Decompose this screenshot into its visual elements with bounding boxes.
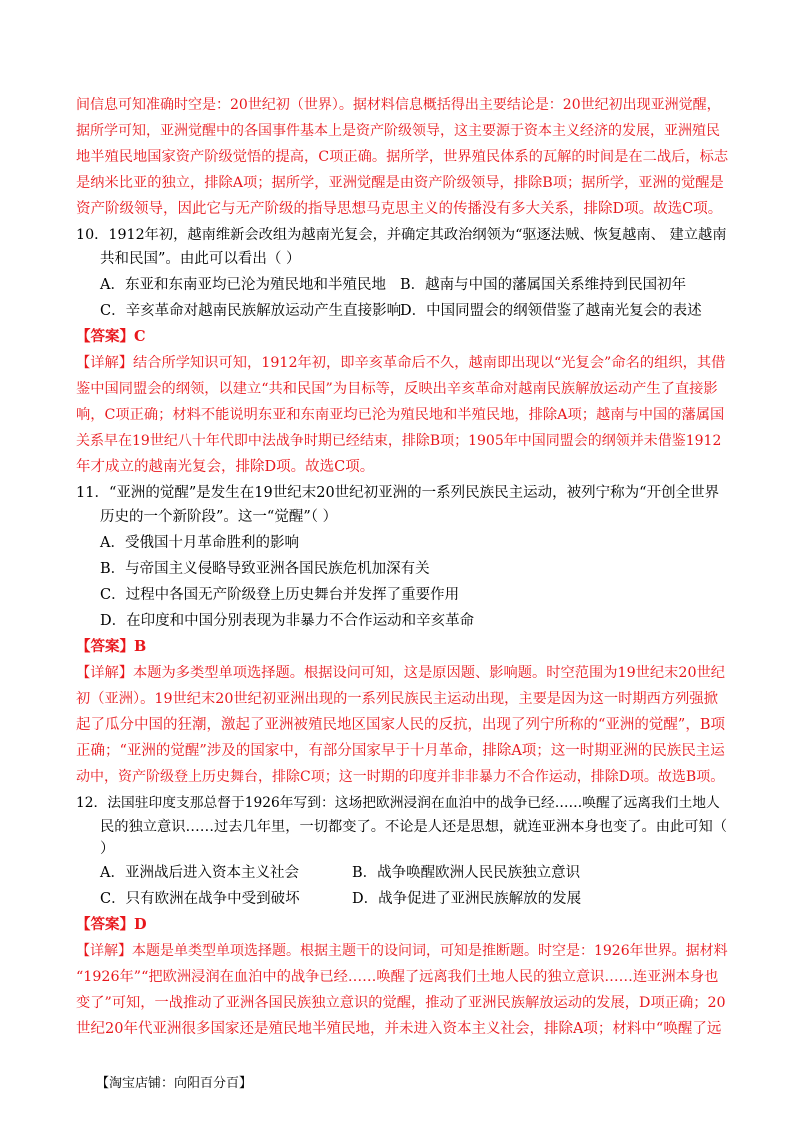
q11-stem-line-1: 11．“亚洲的觉醒”是发生在19世纪末20世纪初亚洲的一系列民族民主运动，被列宁称为“开创全世界 [76, 485, 720, 501]
q11-explanation-line-4: 正确；“亚洲的觉醒”涉及的国家中，有部分国家早于十月革命，排除A项；这一时期亚洲的民族民主运 [76, 743, 725, 759]
prev-explanation-line-4: 是纳米比亚的独立，排除A项；据所学，亚洲觉醒是由资产阶级领导，排除B项；据所学，亚洲的觉醒是 [76, 175, 724, 191]
q11-explanation-line-5: 动中，资产阶级登上历史舞台，排除C项；这一时期的印度并非非暴力不合作运动，排除D项。故选B项。 [76, 769, 725, 785]
q12-stem-line-1: 12．法国驻印度支那总督于1926年写到：这场把欧洲浸润在血泊中的战争已经……唤醒了远离我们土地人 [76, 795, 720, 811]
prev-explanation-line-3: 地半殖民地国家资产阶级觉悟的提高，C项正确。据所学，世界殖民体系的瓦解的时间是在二战后，标志 [76, 149, 729, 165]
q12-option-a: A．亚洲战后进入资本主义社会 [100, 865, 299, 881]
q12-explanation-line-1: 【详解】本题是单类型单项选择题。根据主题干的设问词，可知是推断题。时空是：1926年世界。据材料 [76, 943, 728, 959]
q11-answer: 【答案】B [76, 638, 147, 655]
q10-answer: 【答案】C [76, 328, 146, 345]
q10-stem-line-2: 共和民国”。由此可以看出（ ） [100, 251, 301, 267]
q10-option-a: A．东亚和东南亚均已沦为殖民地和半殖民地 [100, 277, 386, 293]
q12-explanation-line-4: 世纪20年代亚洲很多国家还是殖民地半殖民地，并未进入资本主义社会，排除A项；材料中“唤醒了远 [76, 1021, 722, 1037]
q11-option-b: B．与帝国主义侵略导致亚洲各国民族危机加深有关 [100, 561, 430, 577]
prev-explanation-line-1: 间信息可知准确时空是：20世纪初（世界）。据材料信息概括得出主要结论是：20世纪初出现亚洲觉醒， [76, 97, 721, 113]
q11-option-d: D．在印度和中国分别表现为非暴力不合作运动和辛亥革命 [100, 613, 475, 629]
q12-option-b: B．战争唤醒欧洲人民民族独立意识 [352, 865, 581, 881]
q12-stem-line-3: ） [100, 841, 115, 857]
prev-explanation-line-2: 据所学可知，亚洲觉醒中的各国事件基本上是资产阶级领导，这主要源于资本主义经济的发展，亚洲殖民 [76, 123, 720, 139]
q12-explanation-line-2: “1926年”“把欧洲浸润在血泊中的战争已经……唤醒了远离我们土地人民的独立意识……连亚洲本身也 [76, 969, 719, 985]
q10-stem-line-1: 10．1912年初，越南维新会改组为越南光复会，并确定其政治纲领为“驱逐法贼、恢复越南、 建立越南 [76, 227, 727, 243]
q12-stem-line-2: 民的独立意识……过去几年里，一切都变了。不论是人还是思想，就连亚洲本身也变了。由此可知（ [100, 819, 728, 835]
q12-option-d: D．战争促进了亚洲民族解放的发展 [352, 891, 582, 907]
q12-explanation-line-3: 变了”可知，一战推动了亚洲各国民族独立意识的觉醒，推动了亚洲民族解放运动的发展，D项正确；20 [76, 995, 726, 1011]
q10-option-d: D．中国同盟会的纲领借鉴了越南光复会的表述 [400, 303, 702, 319]
q11-explanation-line-1: 【详解】本题为多类型单项选择题。根据设问可知，这是原因题、影响题。时空范围为19世纪末20世纪 [76, 665, 726, 681]
q10-explanation-line-5: 年才成立的越南光复会，排除D项。故选C项。 [76, 459, 375, 475]
q12-option-c: C．只有欧洲在战争中受到破坏 [100, 891, 300, 907]
q10-explanation-line-4: 关系早在19世纪八十年代即中法战争时期已经结束，排除B项；1905年中国同盟会的纲领并未借鉴1912 [76, 433, 722, 449]
q11-option-c: C．过程中各国无产阶级登上历史舞台并发挥了重要作用 [100, 587, 460, 603]
q11-explanation-line-3: 起了瓜分中国的狂潮，激起了亚洲被殖民地区国家人民的反抗，出现了列宁所称的“亚洲的觉醒”，B项 [76, 717, 725, 733]
q12-answer: 【答案】D [76, 916, 147, 933]
q11-stem-line-2: 历史的一个新阶段”。这一“觉醒”（ ） [100, 509, 338, 525]
footer-shop-label: 【淘宝店铺：向阳百分百】 [96, 1076, 253, 1091]
q10-explanation-line-2: 鉴中国同盟会的纲领，以建立“共和民国”为目标等，反映出辛亥革命对越南民族解放运动产生了直接影 [76, 381, 718, 397]
prev-explanation-line-5: 资产阶级领导，因此它与无产阶级的指导思想马克思主义的传播没有多大关系，排除D项。故选C项。 [76, 201, 723, 217]
q11-explanation-line-2: 初（亚洲）。19世纪末20世纪初亚洲出现的一系列民族民主运动出现，主要是因为这一时期西方列强掀 [76, 691, 718, 707]
q10-explanation-line-3: 响，C项正确；材料不能说明东亚和东南亚均已沦为殖民地和半殖民地，排除A项；越南与中国的藩属国 [76, 407, 725, 423]
q10-explanation-line-1: 【详解】结合所学知识可知，1912年初，即辛亥革命后不久，越南即出现以“光复会”命名的组织，其借 [76, 355, 726, 371]
q11-option-a: A．受俄国十月革命胜利的影响 [100, 535, 299, 551]
q10-option-c: C．辛亥革命对越南民族解放运动产生直接影响 [100, 303, 402, 319]
q10-option-b: B．越南与中国的藩属国关系维持到民国初年 [400, 277, 687, 293]
